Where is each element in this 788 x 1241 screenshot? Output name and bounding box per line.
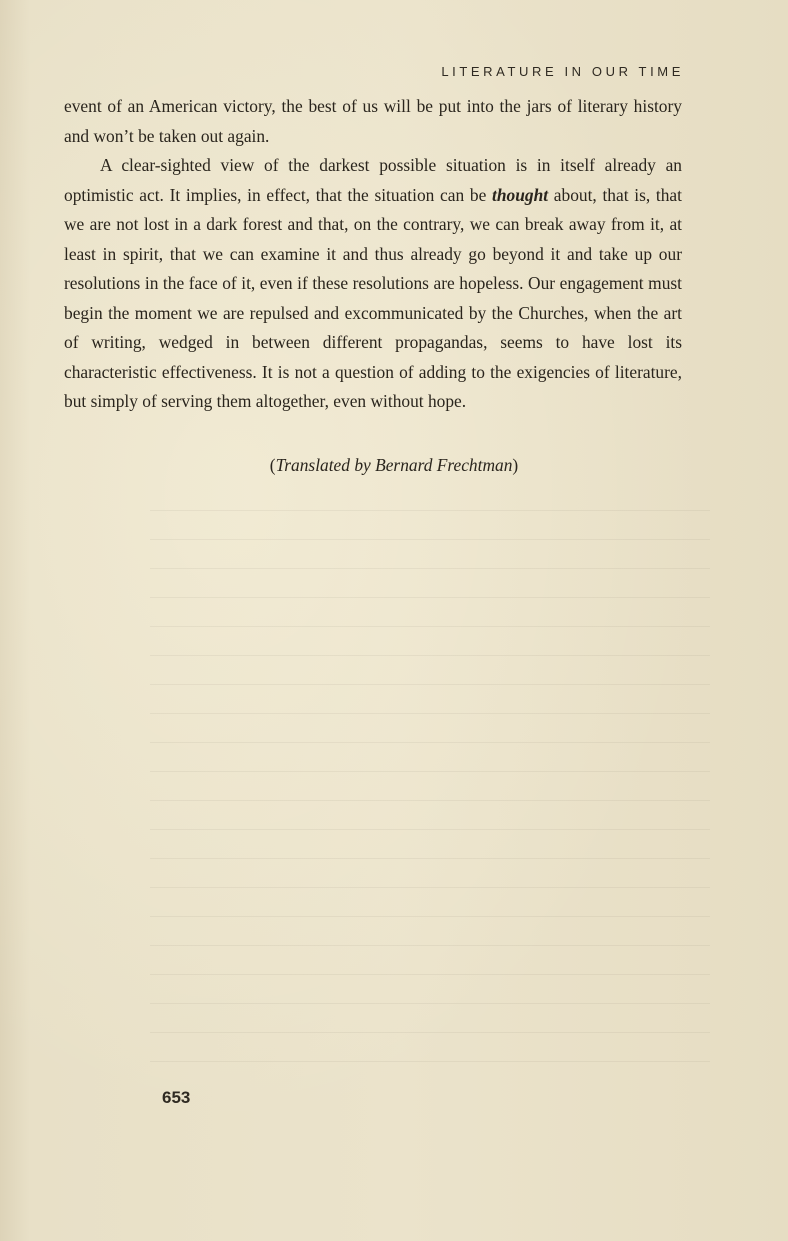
credit-close-paren: ) (512, 455, 519, 475)
body-text (64, 92, 682, 417)
paragraph-2-text-a: A clear-sighted view of the darkest possible situation is in itself already an optimistic act. It implies, in effect, that the situation can be (64, 155, 682, 205)
credit-text: Translated by Bernard Frechtman (275, 455, 513, 475)
paragraph-1-text: event of an American victory, the best of us will be put into the jars of literary history and won’t be taken out again. (64, 96, 682, 146)
paragraph-2-text-b: about, that is, that we are not lost in a dark forest and that, on the contrary, we can break away from it, at least in spirit, that we can examine it and thus already go beyond it and take up our resolutions in the face of it, even if these resolutions are hopeless. Our engagement must begin the moment we are repulsed and excommunicated by the Churches, when the art of writing, wedged in between different propagandas, seems to have lost its characteristic effectiveness. It is not a question of adding to the exigencies of literature, but simply of serving them altogether, even without hope. (64, 184, 682, 411)
emphasized-word: thought (492, 184, 549, 205)
running-head: LITERATURE IN OUR TIME (441, 64, 684, 79)
paragraph-1 (64, 92, 682, 151)
translator-credit (0, 455, 788, 476)
credit-open-paren: ( (269, 455, 276, 475)
show-through-text (150, 510, 710, 1070)
page-number: 653 (162, 1088, 191, 1107)
paragraph-2 (64, 151, 682, 417)
